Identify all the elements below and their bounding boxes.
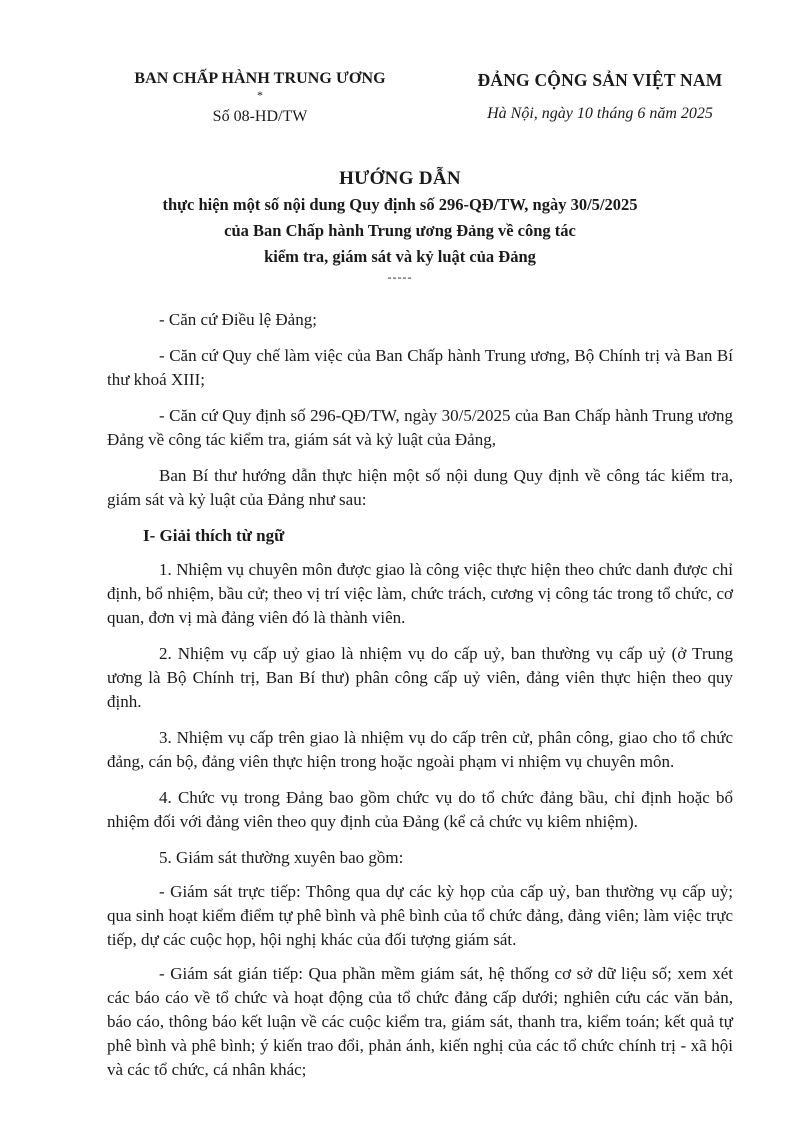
- definition-item-3: 3. Nhiệm vụ cấp trên giao là nhiệm vụ do cấp trên cử, phân công, giao cho tổ chức đảng, cán bộ, đảng viên thực hiện trong hoặc ngoài phạm vi nhiệm vụ chuyên môn.: [107, 728, 733, 771]
- title-line-3: kiểm tra, giám sát và kỷ luật của Đảng: [264, 247, 536, 266]
- party-name: ĐẢNG CỘNG SẢN VIỆT NAM: [477, 70, 723, 90]
- document-body: [107, 308, 733, 1092]
- issuing-authority-block: [110, 70, 410, 126]
- basis-paragraph-3: - Căn cứ Quy định số 296-QĐ/TW, ngày 30/5/2025 của Ban Chấp hành Trung ương Đảng về công tác kiểm tra, giám sát và kỷ luật của Đảng,: [107, 406, 733, 449]
- definition-item-5: 5. Giám sát thường xuyên bao gồm:: [159, 848, 404, 867]
- definition-item-1: 1. Nhiệm vụ chuyên môn được giao là công việc thực hiện theo chức danh được chỉ định, bổ nhiệm, bầu cử; theo vị trí việc làm, chức trách, cương vị công tác trong tổ chức, cơ quan, đơn vị mà đảng viên đó là thành viên.: [107, 560, 733, 627]
- definition-item-5b: - Giám sát gián tiếp: Qua phần mềm giám sát, hệ thống cơ sở dữ liệu số; xem xét các báo cáo về tổ chức và hoạt động của tổ chức đảng cấp dưới; nghiên cứu các văn bản, báo cáo, thông báo kết luận về các cuộc kiểm tra, giám sát, thanh tra, kiểm toán; kết quả tự phê bình và phê bình; ý kiến trao đổi, phản ánh, kiến nghị của các tổ chức chính trị - xã hội và các tổ chức, cá nhân khác;: [107, 964, 733, 1079]
- definition-item-5a: - Giám sát trực tiếp: Thông qua dự các kỳ họp của cấp uỷ, ban thường vụ cấp uỷ; qua sinh hoạt kiểm điểm tự phê bình và phê bình của tổ chức đảng, đảng viên; làm việc trực tiếp, dự các cuộc họp, hội nghị khác của đối tượng giám sát.: [107, 882, 733, 949]
- star-mark: *: [257, 88, 263, 102]
- title-separator: -----: [387, 270, 413, 284]
- basis-paragraph-2: - Căn cứ Quy chế làm việc của Ban Chấp hành Trung ương, Bộ Chính trị và Ban Bí thư khoá XIII;: [107, 346, 733, 389]
- party-header-block: [455, 70, 745, 123]
- document-title-block: [80, 166, 720, 282]
- definition-item-2: 2. Nhiệm vụ cấp uỷ giao là nhiệm vụ do cấp uỷ, ban thường vụ cấp uỷ (ở Trung ương là Bộ Chính trị, Ban Bí thư) phân công cấp uỷ viên, đảng viên thực hiện theo quy định.: [107, 644, 733, 711]
- definition-item-4: 4. Chức vụ trong Đảng bao gồm chức vụ do tổ chức đảng bầu, chỉ định hoặc bổ nhiệm đối với đảng viên theo quy định của Đảng (kể cả chức vụ kiêm nhiệm).: [107, 788, 733, 831]
- place-date: Hà Nội, ngày 10 tháng 6 năm 2025: [487, 105, 713, 122]
- title-line-2: của Ban Chấp hành Trung ương Đảng về công tác: [224, 221, 576, 240]
- document-number: Số 08-HD/TW: [212, 108, 308, 125]
- issuing-authority: BAN CHẤP HÀNH TRUNG ƯƠNG: [134, 70, 386, 87]
- title-line-1: thực hiện một số nội dung Quy định số 296-QĐ/TW, ngày 30/5/2025: [162, 195, 638, 214]
- intro-paragraph: Ban Bí thư hướng dẫn thực hiện một số nội dung Quy định về công tác kiểm tra, giám sát và kỷ luật của Đảng như sau:: [107, 466, 733, 509]
- basis-paragraph-1: - Căn cứ Điều lệ Đảng;: [159, 310, 317, 329]
- document-title: HƯỚNG DẪN: [339, 168, 461, 189]
- section-heading-1: I- Giải thích từ ngữ: [143, 526, 285, 545]
